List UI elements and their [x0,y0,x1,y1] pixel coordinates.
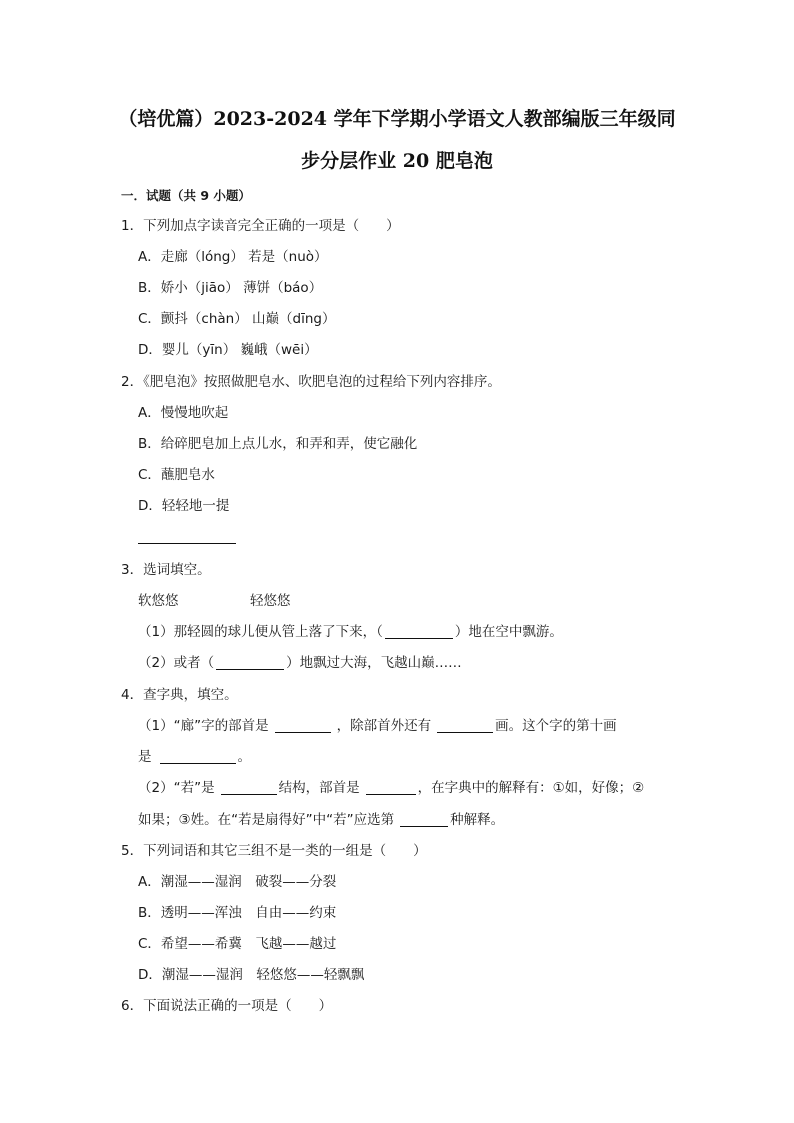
q3-sentence-1 [138,623,563,641]
q4-line-1 [138,717,617,735]
q1-option-b: B．娇小（jiāo） 薄饼（báo） [138,280,323,296]
q4-l1-a: （1）“廊”字的部首是 [138,718,269,734]
q4-tenth-stroke-blank[interactable] [160,749,236,764]
q4-meaning-blank[interactable] [400,812,448,827]
q4-l1-b: ，除部首外还有 [336,718,432,734]
q3-s1-blank[interactable] [385,624,453,639]
q4-l3-a: （2）“若”是 [138,780,215,796]
q4-ruo-radical-blank[interactable] [366,780,416,795]
q2-option-a: A．慢慢地吹起 [138,405,229,421]
q5-option-b: B．透明——浑浊 自由——约束 [138,905,337,921]
section-heading: 一．试题（共 9 小题） [121,188,251,203]
q4-l2-a: 是 [138,749,152,765]
q4-l2-b: 。 [237,749,251,765]
q3-s2-pre: （2）或者（ [138,655,215,671]
q4-radical-blank[interactable] [275,718,331,733]
q5-stem: 5．下列词语和其它三组不是一类的一组是（ ） [121,843,427,859]
q4-l4-a: 如果；③姓。在“若是扇得好”中“若”应选第 [138,812,395,828]
q4-stem: 4．查字典，填空。 [121,687,238,703]
q6-stem: 6．下面说法正确的一项是（ ） [121,998,333,1014]
q4-l3-c: ，在字典中的解释有：①如，好像；② [417,780,645,796]
q5-option-a: A．潮湿——湿润 破裂——分裂 [138,874,337,890]
q4-structure-blank[interactable] [221,780,277,795]
q4-strokes-blank[interactable] [437,718,493,733]
q1-option-d: D．婴儿（yīn） 巍峨（wēi） [138,342,318,358]
q4-l4-b: 种解释。 [450,812,505,828]
q4-l3-b: 结构，部首是 [278,780,360,796]
q4-l1-c: 画。这个字的第十画 [495,718,617,734]
q3-s1-pre: （1）那轻圆的球儿便从管上落了下来，（ [138,624,383,640]
q3-stem: 3．选词填空。 [121,562,211,578]
q3-sentence-2 [138,654,462,672]
q3-s1-post: ）地在空中飘游。 [454,624,563,640]
document-title-line-1: （培优篇）2023-2024 学年下学期小学语文人教部编版三年级同 [118,108,676,130]
q5-option-c: C．希望——希冀 飞越——越过 [138,936,337,952]
document-title-line-2: 步分层作业 20 肥皂泡 [301,150,493,172]
q2-option-d: D．轻轻地一提 [138,498,230,514]
q2-stem: 2．《肥皂泡》按照做肥皂水、吹肥皂泡的过程给下列内容排序。 [121,374,501,390]
q1-option-a: A．走廊（lóng） 若是（nuò） [138,249,328,265]
q3-s2-post: ）地飘过大海，飞越山巅…… [286,655,462,671]
q2-option-c: C．蘸肥皂水 [138,467,215,483]
q5-option-d: D．潮湿——湿润 轻悠悠——轻飘飘 [138,967,365,983]
q3-s2-blank[interactable] [216,655,284,670]
q3-word-1: 软悠悠 [138,593,179,609]
q2-option-b: B．给碎肥皂加上点儿水，和弄和弄，使它融化 [138,436,418,452]
q4-line-3 [138,779,644,797]
q1-option-c: C．颤抖（chàn） 山巅（dīng） [138,311,336,327]
q2-answer-blank[interactable] [138,543,236,544]
q1-stem: 1．下列加点字读音完全正确的一项是（ ） [121,218,400,234]
q4-line-2 [138,748,251,766]
q4-line-4 [138,811,504,829]
q3-word-2: 轻悠悠 [250,593,291,609]
